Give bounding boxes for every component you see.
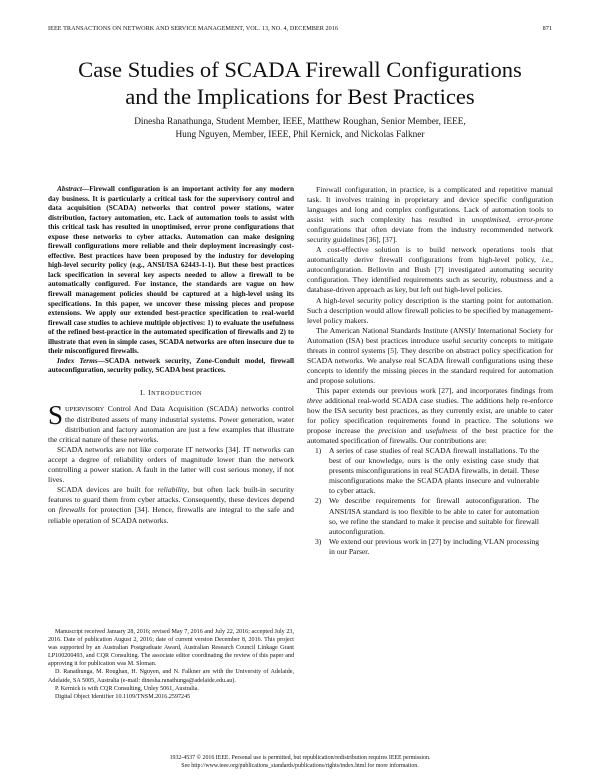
copyright-line: 1932-4537 © 2016 IEEE. Personal use is permitted, but republication/redistribution requires IEEE permission. [169,755,431,761]
abstract-text: Firewall configuration is an important activity for any modern day business. It is particularly a critical task for the supervisory control and data acquisition (SCADA) networks that control power stations, water distribution, factory automation, etc. Lack of automation tools to assist with this critical task has resulted in unoptimised, error prone configurations that expose these networks to cyber attacks. Automation can make designing firewall configurations more reliable and their deployment increasingly cost-effective. Best practices have been proposed by the industry for developing high-level security policy (e.g., ANSI/ISA 62443-1-1). But these best practices lack specification in several key aspects needed to allow a firewall to be automatically configured. For instance, the standards are vague on how firewall management policies should be captured at a high-level using its specifications. In this paper, we uncover these missing pieces and propose extensions. We apply our extended best-practice specification to real-world firewall case studies to achieve multiple objectives: 1) to evaluate the usefulness of the refined best-practice in the automated specification of firewalls and 2) to illustrate that even in simple cases, SCADA networks are often insecure due to their misconfigured firewalls. [48,185,294,356]
intro-paragraph-3: SCADA devices are built for reliability, but often lack built-in security features to guard them from cyber attacks. Consequently, these devices depend on firewalls for protection [34]. Hence, firewalls are integral to the safe and reliable operation of SCADA networks. [48,485,294,525]
intro-paragraph-2: SCADA networks are not like corporate IT networks [34]. IT networks can accept a degree of reliability orders of magnitude lower than the network controlling a power station. A fault in the latter will cost serious money, if not lives. [48,445,294,485]
author-list [40,116,560,141]
body-paragraph-3: A high-level security policy description is the starting point for automation. Such a description would allow firewall policies to be specified by management-level policy makers. [307,295,553,325]
contribution-item: 3) We extend our previous work in [27] by including VLAN processing in our Parser. [315,536,539,556]
body-paragraph-5: This paper extends our previous work [27], and incorporates findings from three additional real-world SCADA case studies. The additions help re-enforce how the ISA security best practices, as they currently exist, are unable to cater for policy specification requirements found in practice. The solutions we propose increase the precision and usefulness of the best practice for the automated specification of firewalls. Our contributions are: [307,385,553,446]
running-header [48,25,552,37]
page-number: 871 [542,25,552,32]
right-column [307,185,553,557]
title-line-1: Case Studies of SCADA Firewall Configurations [78,57,522,82]
contribution-item: 1) A series of case studies of real SCADA firewall installations. To the best of our knowledge, ours is the only existing case study that presents misconfigurations in real SCADA firewalls, in detail. These misconfigurations make the SCADA plants insecure and vulnerable to cyber attack. [315,446,539,496]
authors-line-1: Dinesha Ranathunga, Student Member, IEEE, Matthew Roughan, Senior Member, IEEE, [134,117,466,127]
copyright-footer [100,755,500,771]
abstract-label: Abstract [57,185,82,193]
rights-url-line: See http://www.ieee.org/publications_standards/publications/rights/index.html for more information. [181,762,419,769]
footnote-block [48,628,294,701]
section-heading-introduction: I. INTRODUCTION [139,387,203,397]
footnote-affiliation-2: P. Kernick is with CQR Consulting, Unley 5061, Australia. [55,685,199,692]
journal-header: IEEE TRANSACTIONS ON NETWORK AND SERVICE MANAGEMENT, VOL. 13, NO. 4, DECEMBER 2016 [48,25,339,32]
paper-title [20,56,580,110]
index-terms-label: Index Terms [57,356,98,365]
body-paragraph-4: The American National Standards Institute (ANSI)/ International Society for Automation (ISA) best practices introduce useful security concepts to mitigate threats in control systems [5]. They describe on abstract policy specification for SCADA networks. We analyse real SCADA firewall configurations using these concepts to identify the missing pieces in the standard required for automation and propose solutions. [307,325,553,385]
left-column [48,185,294,526]
index-terms-text: SCADA network security, Zone-Conduit model, firewall autoconfiguration, security policy, SCADA best practices. [48,356,294,375]
authors-line-2: Hung Nguyen, Member, IEEE, Phil Kernick, and Nickolas Falkner [175,129,425,140]
index-terms: Index Terms—SCADA network security, Zone-Conduit model, firewall autoconfiguration, security policy, SCADA best practices. [48,356,294,375]
footnote-manuscript: Manuscript received January 28, 2016; revised May 7, 2016 and July 22, 2016; accepted July 23, 2016. Date of publication August 2, 2016; date of current version December 8, 2016. This project was supported by an Australian Postgraduate Award, Australian Research Council Linkage Grant LP100200493, and CQR Consulting. The associate editor coordinating the review of this paper and approving it for publication was M. Sloman. [48,629,294,668]
drop-cap: S [48,399,64,430]
footnote-affiliation-1: D. Ranathunga, M. Roughan, H. Nguyen, and N. Falkner are with the University of Adelaide, Adelaide, SA 5005, Australia (e-mail: dinesha.ranathunga@adelaide.edu.au). [48,669,294,684]
contributions-list [307,446,553,557]
footnote-doi: Digital Object Identifier 10.1109/TNSM.2016.2597245 [55,693,191,700]
body-paragraph-2: A cost-effective solution is to build network operations tools that automatically derive firewall configurations from high-level policy, i.e., autoconfiguration. Bellovin and Bush [7] investigated automating security configuration. They identified requirements such as security, robustness and a database-driven approach as key, but left out high-level policies. [307,245,553,295]
title-line-2: and the Implications for Best Practices [125,84,475,109]
contribution-item: 2) We describe requirements for firewall autoconfiguration. The ANSI/ISA standard is too flexible to be able to cater for automation so, we refine the standard to make it precise and suitable for firewall autoconfiguration. [315,496,539,536]
abstract: Abstract—Firewall configuration is an important activity for any modern day business. It is particularly a critical task for the supervisory control and data acquisition (SCADA) networks that control power stations, water distribution, factory automation, etc. Lack of automation tools to assist with this critical task has resulted in unoptimised, error prone configurations that expose these networks to cyber attacks. Automation can make designing firewall configurations more reliable and their deployment increasingly cost-effective. Best practices have been proposed by the industry for developing high-level security policy (e.g., ANSI/ISA 62443-1-1). But these best practices lack specification in several key aspects needed to allow a firewall to be automatically configured. For instance, the standards are vague on how firewall management policies should be captured at a high-level using its specifications. In this paper, we uncover these missing pieces and propose extensions. We apply our extended best-practice specification to real-world firewall case studies to achieve multiple objectives: 1) to evaluate the usefulness of the refined best-practice in the automated specification of firewalls and 2) to illustrate that even in simple cases, SCADA networks are often insecure due to their misconfigured firewalls. [48,185,294,356]
body-paragraph-1: Firewall configuration, in practice, is a complicated and repetitive manual task. It involves training in proprietary and device specific configuration languages and long and complex configurations. Lack of automation tools to assist with such complexity has resulted in unoptimised, error-prone configurations that often deviate from the industry recommended network security guidelines [36], [37]. [307,185,553,245]
intro-paragraph-1: SUPERVISORY Control And Data Acquisition (SCADA) networks control the distributed assets of many industrial systems. Power generation, water distribution and factory automation are just a few examples that illustrate the critical nature of these networks. [48,399,294,445]
